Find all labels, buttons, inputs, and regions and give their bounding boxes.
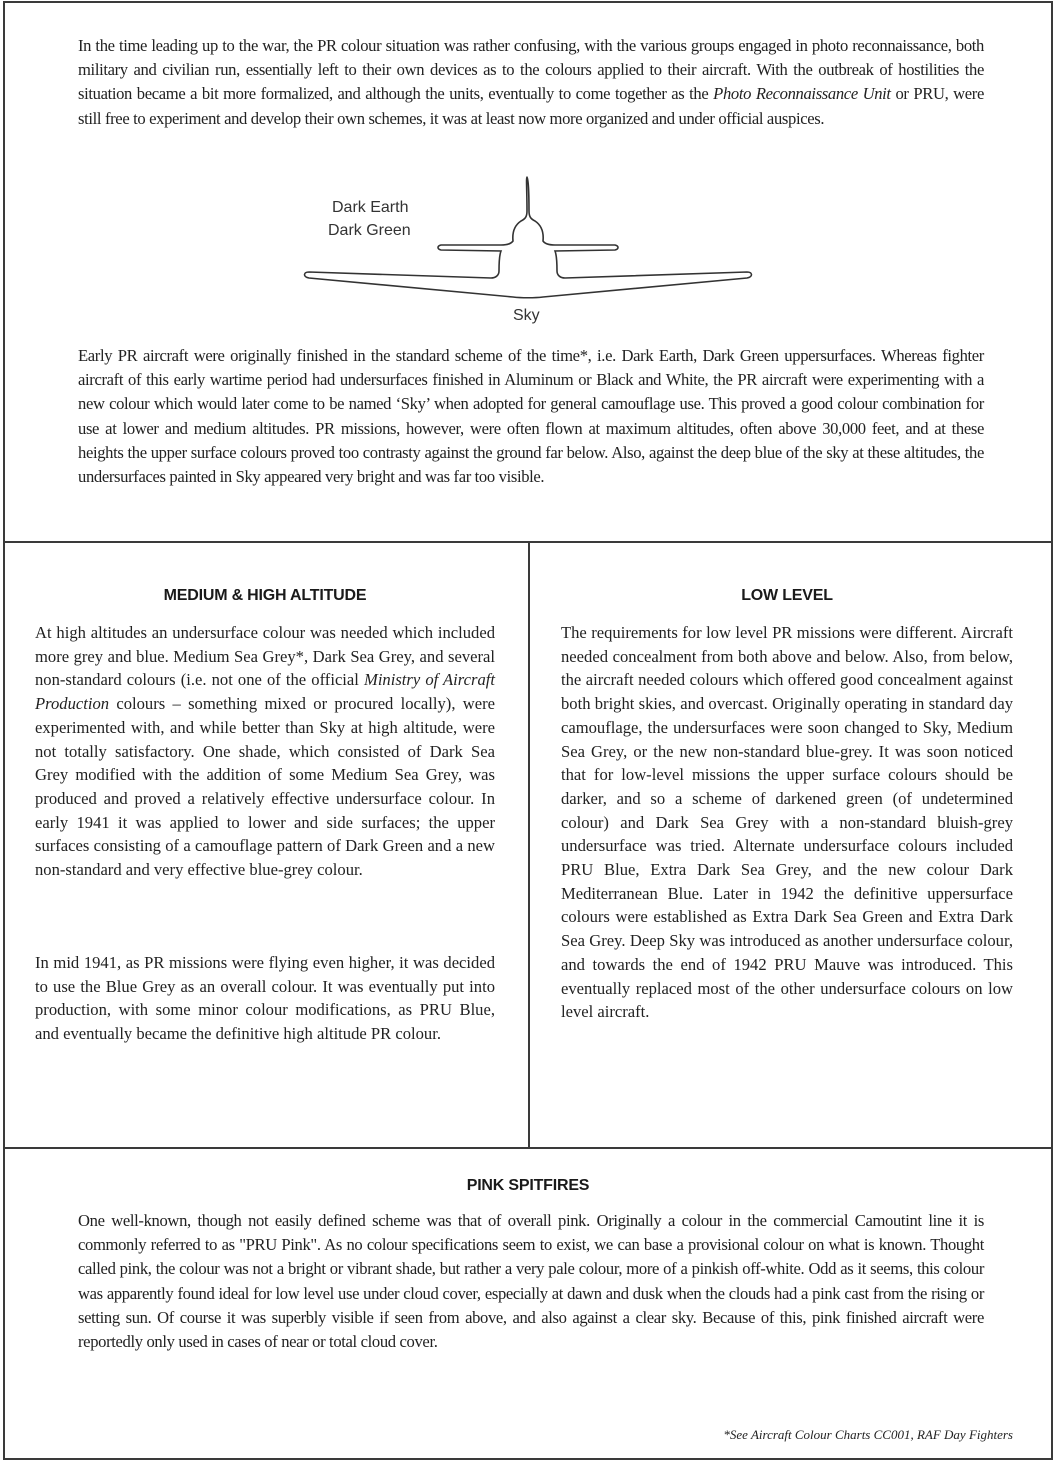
diagram-label-dark-earth: Dark Earth bbox=[332, 199, 409, 216]
aircraft-silhouette-icon bbox=[295, 171, 775, 301]
diagram-label-dark-green: Dark Green bbox=[328, 222, 411, 239]
map-italic-term: Ministry of Aircraft Production bbox=[35, 670, 495, 714]
column-divider bbox=[528, 543, 530, 1147]
pink-spitfires-heading: PINK SPITFIRES bbox=[466, 1177, 590, 1194]
document-page bbox=[3, 1, 1053, 1460]
intro-text-2: or PRU, were still free to experiment and develop their own schemes, it was at least now more organized and under official auspices. bbox=[78, 84, 984, 128]
footnote: *See Aircraft Colour Charts CC001, RAF Day Fighters bbox=[723, 1427, 1013, 1442]
aircraft-front-view-diagram bbox=[295, 171, 775, 333]
two-column-section bbox=[5, 543, 1051, 1149]
intro-text-1: In the time leading up to the war, the PR colour situation was rather confusing, with the various groups engaged in photo reconnaissance, both military and civilian run, essentially left to their own devices as to the colours applied to their aircraft. With the outbreak of hostilities the situation became a bit more formalized, and although the units, eventually to come together as the bbox=[78, 36, 984, 104]
pink-spitfires-section bbox=[5, 1149, 1051, 1460]
low-level-paragraph: The requirements for low level PR missions were different. Aircraft needed concealment from both above and below. Also, from below, the aircraft needed colours which offered good concealment against both bright skies, and overcast. Originally operating in standard day camouflage, the undersurfaces were soon changed to Sky, Medium Sea Grey, or the new non-standard blue-grey. It was soon noticed that for low-level missions the upper surface colours should be darker, and so a scheme of darkened green (of undetermined colour) and Dark Sea Grey with a non-standard bluish-grey undersurface was tried. Alternate undersurface colours included PRU Blue, Extra Dark Sea Grey, and the new colour Dark Mediterranean Blue. Later in 1942 the definitive uppersurface colours were established as Extra Dark Sea Green and Extra Dark Sea Grey. Deep Sky was introduced as another undersurface colour, and towards the end of 1942 PRU Mauve was introduced. This eventually replaced most of the other undersurface colours on low level aircraft. bbox=[561, 623, 1013, 1022]
intro-paragraph bbox=[78, 34, 984, 131]
early-pr-paragraph: Early PR aircraft were originally finished in the standard scheme of the time*, i.e. Dark Earth, Dark Green uppersurfaces. Whereas fighter aircraft of this early wartime period had undersurfaces finished in Aluminum or Black and White, the PR aircraft were experimenting with a new colour which would later come to be named ‘Sky’ when adopted for general camouflage use. This proved a good colour combination for use at lower and medium altitudes. PR missions, however, were often flown at maximum altitudes, often above 30,000 feet, and at these heights the upper surface colours proved too contrasty against the ground far below. Also, against the deep blue of the sky at these altitudes, the undersurfaces painted in Sky appeared very bright and was far too visible. bbox=[78, 346, 984, 487]
intro-italic-term: Photo Reconnaissance Unit bbox=[713, 84, 891, 104]
pink-spitfires-paragraph: One well-known, though not easily defined scheme was that of overall pink. Originally a colour in the commercial Camoutint line it is commonly referred to as "PRU Pink". As no colour specifications seem to exist, we can base a provisional colour on what is known. Thought called pink, the colour was not a bright or vibrant shade, but rather a very pale colour, more of a pinkish off-white. Odd as it seems, this colour was apparently found ideal for low level use under cloud cover, especially at dawn and dusk when the clouds had a pink cast from the rising or setting sun. Of course it was superbly visible if seen from above, and also against a clear sky. Because of this, pink finished aircraft were reportedly only used in cases of near or total cloud cover. bbox=[78, 1211, 984, 1352]
diagram-label-sky: Sky bbox=[513, 307, 540, 324]
medium-high-altitude-heading: MEDIUM & HIGH ALTITUDE bbox=[163, 587, 367, 604]
low-level-heading: LOW LEVEL bbox=[741, 587, 833, 604]
medium-high-paragraph-2: In mid 1941, as PR missions were flying even higher, it was decided to use the Blue Grey as an overall colour. It was eventually put into production, with some minor colour modifications, as PRU Blue, and eventually became the definitive high altitude PR colour. bbox=[35, 953, 495, 1044]
medium-high-text-2: colours – something mixed or procured locally), were experimented with, and while better than Sky at high altitude, were not totally satisfactory. One shade, which consisted of Dark Sea Grey modified with the addition of some Medium Sea Grey, was produced and proved a relatively effective undersurface colour. In early 1941 it was applied to lower and side surfaces; the upper surfaces consisting of a camouflage pattern of Dark Green and a new non-standard and very effective blue-grey colour. bbox=[35, 694, 495, 880]
intro-section bbox=[5, 3, 1051, 543]
medium-high-text-1: At high altitudes an undersurface colour was needed which included more grey and blue. Medium Sea Grey*, Dark Sea Grey, and several non-standard colours (i.e. not one of the official bbox=[35, 623, 495, 690]
medium-high-paragraph-1 bbox=[35, 621, 495, 882]
